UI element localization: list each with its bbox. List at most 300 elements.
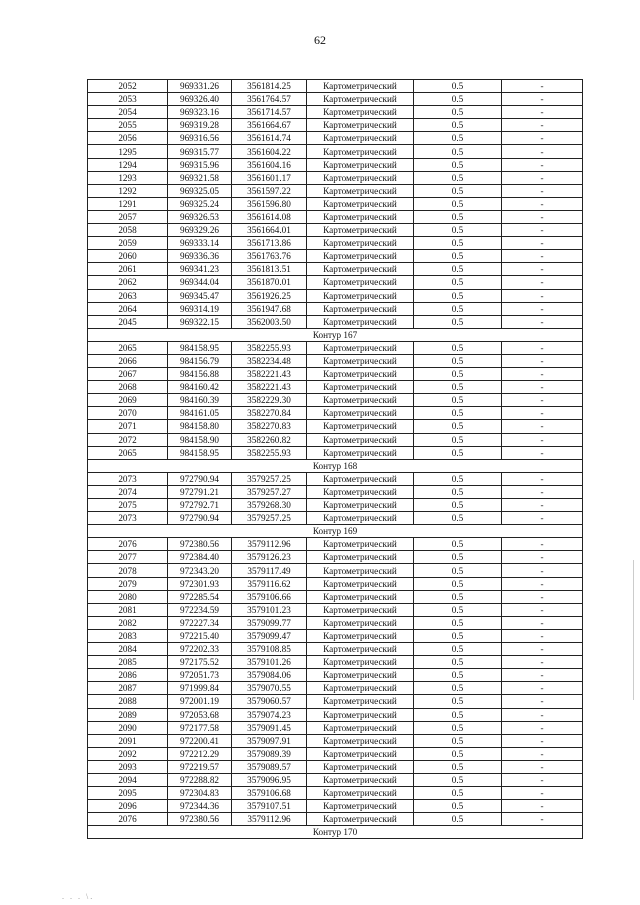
accuracy-cell: 0.5	[414, 354, 502, 367]
table-row	[88, 472, 583, 485]
x-coordinate-cell: 969341.23	[168, 263, 232, 276]
description-cell: -	[502, 669, 583, 682]
accuracy-cell: 0.5	[414, 407, 502, 420]
x-coordinate-cell: 972285.54	[168, 590, 232, 603]
accuracy-cell: 0.5	[414, 669, 502, 682]
x-coordinate-cell: 972051.73	[168, 669, 232, 682]
description-cell: -	[502, 577, 583, 590]
y-coordinate-cell: 3561714.57	[232, 106, 307, 119]
x-coordinate-cell: 969322.15	[168, 315, 232, 328]
description-cell: -	[502, 197, 583, 210]
table-row	[88, 433, 583, 446]
table-row	[88, 119, 583, 132]
method-cell: Картометрический	[307, 538, 414, 551]
description-cell: -	[502, 485, 583, 498]
description-cell: -	[502, 564, 583, 577]
method-cell: Картометрический	[307, 656, 414, 669]
point-number-cell: 2073	[88, 512, 168, 525]
y-coordinate-cell: 3579112.96	[232, 538, 307, 551]
point-number-cell: 2074	[88, 485, 168, 498]
accuracy-cell: 0.5	[414, 656, 502, 669]
method-cell: Картометрический	[307, 682, 414, 695]
y-coordinate-cell: 3561614.08	[232, 210, 307, 223]
description-cell: -	[502, 734, 583, 747]
x-coordinate-cell: 972790.94	[168, 472, 232, 485]
point-number-cell: 2072	[88, 433, 168, 446]
accuracy-cell: 0.5	[414, 132, 502, 145]
accuracy-cell: 0.5	[414, 263, 502, 276]
x-coordinate-cell: 972001.19	[168, 695, 232, 708]
method-cell: Картометрический	[307, 773, 414, 786]
method-cell: Картометрический	[307, 420, 414, 433]
x-coordinate-cell: 984158.90	[168, 433, 232, 446]
y-coordinate-cell: 3579112.96	[232, 813, 307, 826]
point-number-cell: 2094	[88, 773, 168, 786]
y-coordinate-cell: 3561763.76	[232, 250, 307, 263]
table-row	[88, 80, 583, 93]
table-row	[88, 381, 583, 394]
table-row	[88, 302, 583, 315]
table-row	[88, 250, 583, 263]
table-row	[88, 551, 583, 564]
description-cell: -	[502, 643, 583, 656]
contour-label: Контур 167	[88, 328, 583, 341]
accuracy-cell: 0.5	[414, 695, 502, 708]
method-cell: Картометрический	[307, 512, 414, 525]
accuracy-cell: 0.5	[414, 237, 502, 250]
method-cell: Картометрический	[307, 224, 414, 237]
y-coordinate-cell: 3562003.50	[232, 315, 307, 328]
point-number-cell: 2058	[88, 224, 168, 237]
y-coordinate-cell: 3579099.77	[232, 616, 307, 629]
y-coordinate-cell: 3579084.06	[232, 669, 307, 682]
x-coordinate-cell: 972177.58	[168, 721, 232, 734]
accuracy-cell: 0.5	[414, 184, 502, 197]
point-number-cell: 2070	[88, 407, 168, 420]
description-cell: -	[502, 145, 583, 158]
description-cell: -	[502, 695, 583, 708]
description-cell: -	[502, 80, 583, 93]
x-coordinate-cell: 972791.21	[168, 485, 232, 498]
description-cell: -	[502, 603, 583, 616]
description-cell: -	[502, 551, 583, 564]
description-cell: -	[502, 538, 583, 551]
table-row	[88, 695, 583, 708]
method-cell: Картометрический	[307, 590, 414, 603]
point-number-cell: 2088	[88, 695, 168, 708]
description-cell: -	[502, 315, 583, 328]
accuracy-cell: 0.5	[414, 708, 502, 721]
description-cell: -	[502, 512, 583, 525]
y-coordinate-cell: 3561713.86	[232, 237, 307, 250]
accuracy-cell: 0.5	[414, 551, 502, 564]
x-coordinate-cell: 984156.88	[168, 368, 232, 381]
table-row	[88, 197, 583, 210]
x-coordinate-cell: 972234.59	[168, 603, 232, 616]
x-coordinate-cell: 972301.93	[168, 577, 232, 590]
accuracy-cell: 0.5	[414, 629, 502, 642]
x-coordinate-cell: 969336.36	[168, 250, 232, 263]
x-coordinate-cell: 972344.36	[168, 800, 232, 813]
accuracy-cell: 0.5	[414, 224, 502, 237]
description-cell: -	[502, 210, 583, 223]
accuracy-cell: 0.5	[414, 315, 502, 328]
description-cell: -	[502, 119, 583, 132]
method-cell: Картометрический	[307, 171, 414, 184]
x-coordinate-cell: 972384.40	[168, 551, 232, 564]
method-cell: Картометрический	[307, 210, 414, 223]
point-number-cell: 2096	[88, 800, 168, 813]
description-cell: -	[502, 132, 583, 145]
description-cell: -	[502, 224, 583, 237]
x-coordinate-cell: 972304.83	[168, 787, 232, 800]
accuracy-cell: 0.5	[414, 472, 502, 485]
method-cell: Картометрический	[307, 132, 414, 145]
contour-header-row	[88, 826, 583, 839]
description-cell: -	[502, 302, 583, 315]
table-row	[88, 538, 583, 551]
accuracy-cell: 0.5	[414, 158, 502, 171]
method-cell: Картометрический	[307, 93, 414, 106]
x-coordinate-cell: 984158.95	[168, 446, 232, 459]
contour-header-row	[88, 459, 583, 472]
accuracy-cell: 0.5	[414, 512, 502, 525]
accuracy-cell: 0.5	[414, 420, 502, 433]
y-coordinate-cell: 3582270.83	[232, 420, 307, 433]
point-number-cell: 2090	[88, 721, 168, 734]
point-number-cell: 2052	[88, 80, 168, 93]
accuracy-cell: 0.5	[414, 499, 502, 512]
table-row	[88, 590, 583, 603]
point-number-cell: 2053	[88, 93, 168, 106]
x-coordinate-cell: 972380.56	[168, 538, 232, 551]
point-number-cell: 2092	[88, 747, 168, 760]
method-cell: Картометрический	[307, 446, 414, 459]
contour-header-row	[88, 328, 583, 341]
table-row	[88, 682, 583, 695]
accuracy-cell: 0.5	[414, 368, 502, 381]
point-number-cell: 2075	[88, 499, 168, 512]
point-number-cell: 2057	[88, 210, 168, 223]
table-row	[88, 354, 583, 367]
point-number-cell: 2091	[88, 734, 168, 747]
y-coordinate-cell: 3561614.74	[232, 132, 307, 145]
scan-edge-line	[633, 560, 634, 700]
accuracy-cell: 0.5	[414, 80, 502, 93]
description-cell: -	[502, 499, 583, 512]
method-cell: Картометрический	[307, 354, 414, 367]
y-coordinate-cell: 3579108.85	[232, 643, 307, 656]
point-number-cell: 2081	[88, 603, 168, 616]
y-coordinate-cell: 3579106.68	[232, 787, 307, 800]
description-cell: -	[502, 368, 583, 381]
x-coordinate-cell: 984158.95	[168, 341, 232, 354]
table-row	[88, 276, 583, 289]
y-coordinate-cell: 3579117.49	[232, 564, 307, 577]
table-row	[88, 669, 583, 682]
y-coordinate-cell: 3582255.93	[232, 341, 307, 354]
point-number-cell: 2062	[88, 276, 168, 289]
accuracy-cell: 0.5	[414, 394, 502, 407]
x-coordinate-cell: 972288.82	[168, 773, 232, 786]
method-cell: Картометрический	[307, 381, 414, 394]
method-cell: Картометрический	[307, 407, 414, 420]
point-number-cell: 2064	[88, 302, 168, 315]
accuracy-cell: 0.5	[414, 682, 502, 695]
method-cell: Картометрический	[307, 485, 414, 498]
method-cell: Картометрический	[307, 197, 414, 210]
table-row	[88, 106, 583, 119]
x-coordinate-cell: 969345.47	[168, 289, 232, 302]
contour-label: Контур 170	[88, 826, 583, 839]
point-number-cell: 2086	[88, 669, 168, 682]
table-row	[88, 394, 583, 407]
accuracy-cell: 0.5	[414, 485, 502, 498]
accuracy-cell: 0.5	[414, 171, 502, 184]
y-coordinate-cell: 3561601.17	[232, 171, 307, 184]
y-coordinate-cell: 3582255.93	[232, 446, 307, 459]
y-coordinate-cell: 3561596.80	[232, 197, 307, 210]
description-cell: -	[502, 747, 583, 760]
x-coordinate-cell: 969333.14	[168, 237, 232, 250]
method-cell: Картометрический	[307, 564, 414, 577]
y-coordinate-cell: 3582229.30	[232, 394, 307, 407]
description-cell: -	[502, 721, 583, 734]
point-number-cell: 2079	[88, 577, 168, 590]
method-cell: Картометрический	[307, 80, 414, 93]
method-cell: Картометрический	[307, 250, 414, 263]
accuracy-cell: 0.5	[414, 721, 502, 734]
point-number-cell: 2065	[88, 341, 168, 354]
table-row	[88, 721, 583, 734]
table-row	[88, 787, 583, 800]
table-row	[88, 773, 583, 786]
x-coordinate-cell: 969316.56	[168, 132, 232, 145]
table-row	[88, 93, 583, 106]
point-number-cell: 2069	[88, 394, 168, 407]
description-cell: -	[502, 760, 583, 773]
description-cell: -	[502, 289, 583, 302]
point-number-cell: 2071	[88, 420, 168, 433]
accuracy-cell: 0.5	[414, 381, 502, 394]
table-row	[88, 224, 583, 237]
y-coordinate-cell: 3579257.27	[232, 485, 307, 498]
y-coordinate-cell: 3561926.25	[232, 289, 307, 302]
point-number-cell: 1294	[88, 158, 168, 171]
y-coordinate-cell: 3579091.45	[232, 721, 307, 734]
description-cell: -	[502, 276, 583, 289]
method-cell: Картометрический	[307, 394, 414, 407]
table-row	[88, 184, 583, 197]
method-cell: Картометрический	[307, 106, 414, 119]
point-number-cell: 2063	[88, 289, 168, 302]
y-coordinate-cell: 3579097.91	[232, 734, 307, 747]
x-coordinate-cell: 972215.40	[168, 629, 232, 642]
accuracy-cell: 0.5	[414, 813, 502, 826]
y-coordinate-cell: 3561604.22	[232, 145, 307, 158]
x-coordinate-cell: 972219.57	[168, 760, 232, 773]
point-number-cell: 1295	[88, 145, 168, 158]
method-cell: Картометрический	[307, 158, 414, 171]
method-cell: Картометрический	[307, 145, 414, 158]
x-coordinate-cell: 969321.58	[168, 171, 232, 184]
accuracy-cell: 0.5	[414, 747, 502, 760]
description-cell: -	[502, 590, 583, 603]
y-coordinate-cell: 3579268.30	[232, 499, 307, 512]
accuracy-cell: 0.5	[414, 787, 502, 800]
table-row	[88, 760, 583, 773]
contour-label: Контур 169	[88, 525, 583, 538]
y-coordinate-cell: 3579257.25	[232, 512, 307, 525]
method-cell: Картометрический	[307, 472, 414, 485]
method-cell: Картометрический	[307, 551, 414, 564]
accuracy-cell: 0.5	[414, 603, 502, 616]
y-coordinate-cell: 3579107.51	[232, 800, 307, 813]
accuracy-cell: 0.5	[414, 760, 502, 773]
accuracy-cell: 0.5	[414, 250, 502, 263]
point-number-cell: 2056	[88, 132, 168, 145]
table-row	[88, 263, 583, 276]
description-cell: -	[502, 263, 583, 276]
accuracy-cell: 0.5	[414, 564, 502, 577]
y-coordinate-cell: 3561604.16	[232, 158, 307, 171]
method-cell: Картометрический	[307, 263, 414, 276]
coordinates-table	[87, 79, 583, 839]
table-row	[88, 603, 583, 616]
method-cell: Картометрический	[307, 813, 414, 826]
point-number-cell: 2084	[88, 643, 168, 656]
table-row	[88, 145, 583, 158]
point-number-cell: 2080	[88, 590, 168, 603]
method-cell: Картометрический	[307, 734, 414, 747]
method-cell: Картометрический	[307, 603, 414, 616]
method-cell: Картометрический	[307, 276, 414, 289]
y-coordinate-cell: 3561597.22	[232, 184, 307, 197]
method-cell: Картометрический	[307, 499, 414, 512]
table-row	[88, 407, 583, 420]
contour-label: Контур 168	[88, 459, 583, 472]
point-number-cell: 2059	[88, 237, 168, 250]
x-coordinate-cell: 969314.19	[168, 302, 232, 315]
y-coordinate-cell: 3582221.43	[232, 368, 307, 381]
method-cell: Картометрический	[307, 747, 414, 760]
y-coordinate-cell: 3579089.39	[232, 747, 307, 760]
x-coordinate-cell: 972790.94	[168, 512, 232, 525]
table-row	[88, 210, 583, 223]
y-coordinate-cell: 3561814.25	[232, 80, 307, 93]
y-coordinate-cell: 3579060.57	[232, 695, 307, 708]
x-coordinate-cell: 984158.80	[168, 420, 232, 433]
x-coordinate-cell: 984160.42	[168, 381, 232, 394]
y-coordinate-cell: 3579070.55	[232, 682, 307, 695]
method-cell: Картометрический	[307, 760, 414, 773]
point-number-cell: 2077	[88, 551, 168, 564]
accuracy-cell: 0.5	[414, 197, 502, 210]
description-cell: -	[502, 341, 583, 354]
point-number-cell: 2089	[88, 708, 168, 721]
description-cell: -	[502, 472, 583, 485]
table-row	[88, 499, 583, 512]
description-cell: -	[502, 237, 583, 250]
method-cell: Картометрический	[307, 577, 414, 590]
y-coordinate-cell: 3579116.62	[232, 577, 307, 590]
accuracy-cell: 0.5	[414, 289, 502, 302]
accuracy-cell: 0.5	[414, 302, 502, 315]
x-coordinate-cell: 972202.33	[168, 643, 232, 656]
point-number-cell: 2061	[88, 263, 168, 276]
y-coordinate-cell: 3561664.67	[232, 119, 307, 132]
accuracy-cell: 0.5	[414, 446, 502, 459]
accuracy-cell: 0.5	[414, 590, 502, 603]
method-cell: Картометрический	[307, 289, 414, 302]
coordinates-table-body	[88, 80, 583, 839]
point-number-cell: 2054	[88, 106, 168, 119]
accuracy-cell: 0.5	[414, 119, 502, 132]
method-cell: Картометрический	[307, 184, 414, 197]
table-row	[88, 656, 583, 669]
accuracy-cell: 0.5	[414, 145, 502, 158]
y-coordinate-cell: 3579074.23	[232, 708, 307, 721]
scan-mark: . . . \.	[62, 892, 95, 901]
accuracy-cell: 0.5	[414, 643, 502, 656]
point-number-cell: 2078	[88, 564, 168, 577]
method-cell: Картометрический	[307, 695, 414, 708]
x-coordinate-cell: 972380.56	[168, 813, 232, 826]
point-number-cell: 2065	[88, 446, 168, 459]
description-cell: -	[502, 158, 583, 171]
description-cell: -	[502, 394, 583, 407]
point-number-cell: 2076	[88, 813, 168, 826]
table-row	[88, 446, 583, 459]
accuracy-cell: 0.5	[414, 538, 502, 551]
method-cell: Картометрический	[307, 119, 414, 132]
x-coordinate-cell: 969315.77	[168, 145, 232, 158]
description-cell: -	[502, 381, 583, 394]
y-coordinate-cell: 3579106.66	[232, 590, 307, 603]
method-cell: Картометрический	[307, 616, 414, 629]
point-number-cell: 2087	[88, 682, 168, 695]
x-coordinate-cell: 969344.04	[168, 276, 232, 289]
table-row	[88, 708, 583, 721]
description-cell: -	[502, 184, 583, 197]
method-cell: Картометрический	[307, 708, 414, 721]
table-row	[88, 171, 583, 184]
x-coordinate-cell: 984161.05	[168, 407, 232, 420]
x-coordinate-cell: 984156.79	[168, 354, 232, 367]
y-coordinate-cell: 3582234.48	[232, 354, 307, 367]
method-cell: Картометрический	[307, 433, 414, 446]
method-cell: Картометрический	[307, 800, 414, 813]
y-coordinate-cell: 3579099.47	[232, 629, 307, 642]
point-number-cell: 2067	[88, 368, 168, 381]
table-row	[88, 289, 583, 302]
point-number-cell: 2068	[88, 381, 168, 394]
point-number-cell: 2045	[88, 315, 168, 328]
accuracy-cell: 0.5	[414, 433, 502, 446]
description-cell: -	[502, 682, 583, 695]
y-coordinate-cell: 3561764.57	[232, 93, 307, 106]
table-row	[88, 734, 583, 747]
page-number: 62	[314, 33, 326, 47]
method-cell: Картометрический	[307, 315, 414, 328]
table-row	[88, 564, 583, 577]
accuracy-cell: 0.5	[414, 616, 502, 629]
method-cell: Картометрический	[307, 669, 414, 682]
table-row	[88, 341, 583, 354]
point-number-cell: 2082	[88, 616, 168, 629]
x-coordinate-cell: 984160.39	[168, 394, 232, 407]
description-cell: -	[502, 773, 583, 786]
